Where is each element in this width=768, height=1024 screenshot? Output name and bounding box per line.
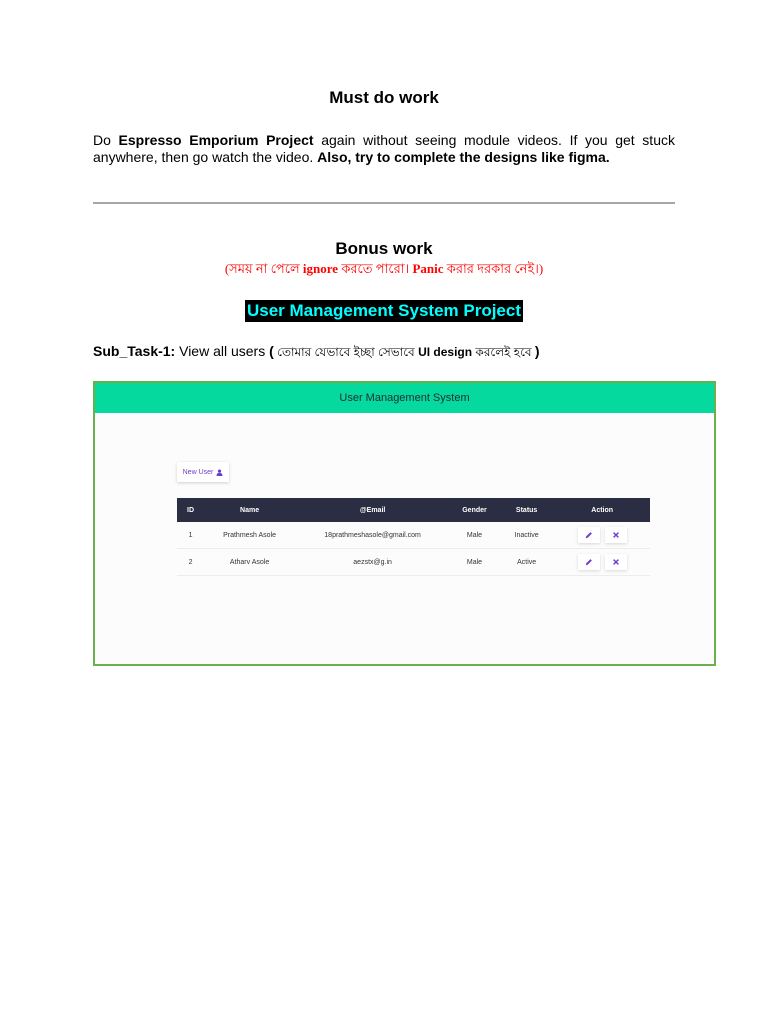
app-header-title: User Management System — [339, 392, 470, 404]
user-icon — [216, 469, 223, 476]
para-bold-instruction: Also, try to complete the designs like figma. — [317, 149, 610, 165]
subtask-bangla-2: করলেই হবে — [472, 345, 535, 359]
column-header-email: @Email — [295, 498, 450, 522]
cell-status: Active — [499, 549, 554, 576]
table-header-row — [177, 498, 650, 522]
subtask-label: Sub_Task-1: — [93, 343, 176, 359]
cell-id: 2 — [177, 549, 204, 576]
subtask-paren-close: ) — [534, 343, 540, 359]
bonus-note-part-2: করতে পারো। — [338, 261, 413, 276]
subtask-bangla-1: তোমার যেভাবে ইচ্ছা সেভাবে — [273, 345, 419, 359]
bonus-note — [0, 260, 768, 281]
divider — [93, 202, 675, 204]
table-row — [177, 522, 650, 549]
subtask-line — [93, 343, 540, 364]
cell-gender: Male — [450, 522, 499, 549]
cell-action — [554, 522, 650, 549]
bonus-heading: Bonus work — [335, 239, 433, 258]
pencil-icon — [585, 531, 593, 539]
subtask-text: View all users — [175, 343, 270, 359]
project-name: Espresso Emporium Project — [118, 132, 314, 148]
project-title-wrap — [0, 300, 768, 322]
cell-status: Inactive — [499, 522, 554, 549]
cell-action — [554, 549, 650, 576]
delete-button[interactable] — [605, 554, 627, 570]
app-header — [95, 383, 714, 413]
edit-button[interactable] — [578, 527, 600, 543]
para-text-start: Do — [93, 132, 119, 148]
bonus-note-panic: Panic — [412, 261, 444, 276]
edit-button[interactable] — [578, 554, 600, 570]
column-header-status: Status — [499, 498, 554, 522]
action-group — [578, 527, 627, 543]
cell-gender: Male — [450, 549, 499, 576]
cell-id: 1 — [177, 522, 204, 549]
delete-button[interactable] — [605, 527, 627, 543]
bonus-note-ignore: ignore — [302, 261, 339, 276]
pencil-icon — [585, 558, 593, 566]
subtask-ui-design: UI design — [418, 345, 473, 359]
project-title: User Management System Project — [247, 301, 521, 320]
action-group — [578, 554, 627, 570]
column-header-id: ID — [177, 498, 204, 522]
must-do-paragraph — [93, 132, 675, 166]
column-header-action: Action — [554, 498, 650, 522]
para-text-middle: again without seeing module videos. If you get stuck anywhere, then go watch the video. — [93, 132, 675, 165]
cell-name: Atharv Asole — [204, 549, 295, 576]
new-user-label: New User — [182, 468, 214, 476]
app-screenshot — [93, 381, 716, 666]
column-header-name: Name — [204, 498, 295, 522]
new-user-button[interactable] — [177, 462, 229, 482]
cell-email: aezstx@g.in — [295, 549, 450, 576]
close-icon — [612, 531, 620, 539]
table-row — [177, 549, 650, 576]
bonus-note-part-3: করার দরকার নেই।) — [443, 261, 544, 276]
users-table — [177, 498, 650, 576]
close-icon — [612, 558, 620, 566]
column-header-gender: Gender — [450, 498, 499, 522]
bonus-note-part-1: (সময় না পেলে — [224, 261, 303, 276]
cell-name: Prathmesh Asole — [204, 522, 295, 549]
cell-email: 18prathmeshasole@gmail.com — [295, 522, 450, 549]
subtask-paren-open: ( — [269, 343, 274, 359]
must-do-heading: Must do work — [329, 88, 439, 107]
